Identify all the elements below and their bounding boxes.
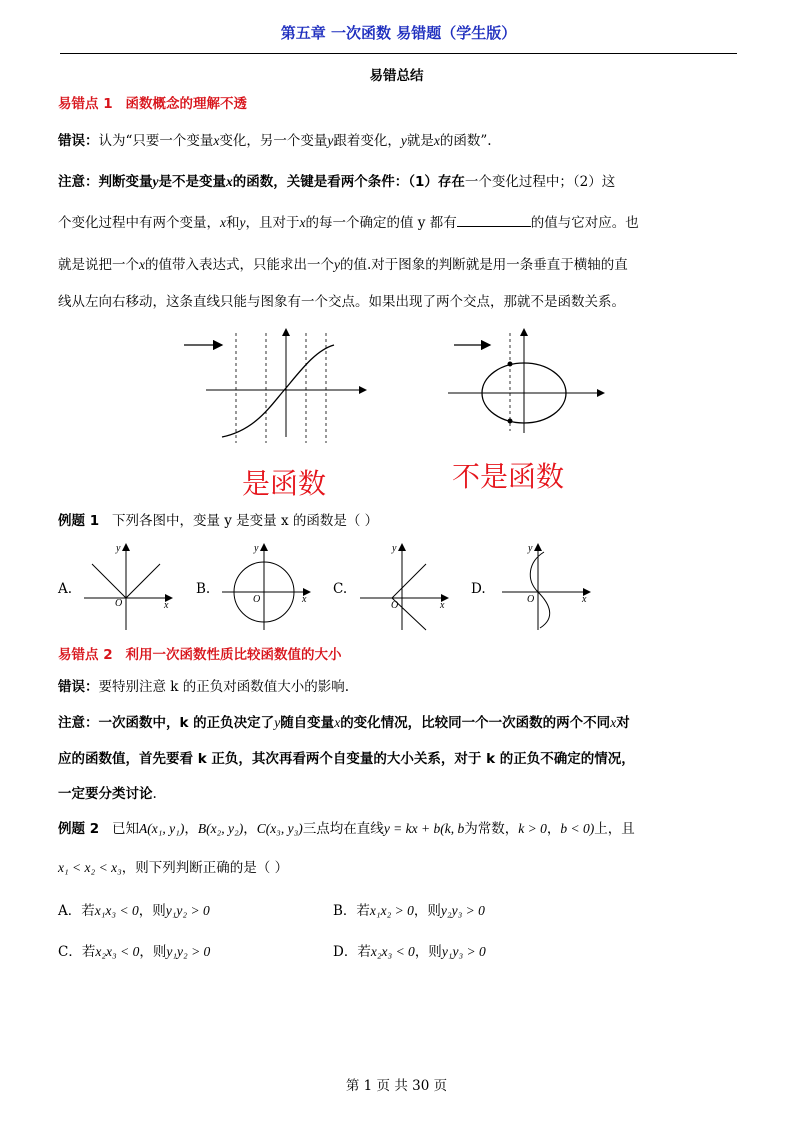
example1-question: 例题 1 下列各图中，变量 y 是变量 x 的函数是（ ） (58, 513, 379, 529)
point1-note-line2: 个变化过程中有两个变量，x和y，且对于x的每一个确定的值 y 都有 的值与它对应。也 (58, 215, 639, 231)
example2-option-b[interactable]: B．若x₁x₂ > 0，则y₂y₃ > 0 (333, 903, 485, 919)
svg-text:x: x (582, 594, 587, 605)
point2-error: 错误：要特别注意 k 的正负对函数值大小的影响. (58, 679, 350, 695)
svg-text:y: y (528, 543, 533, 554)
point1-note-line1: 注意：判断变量y是不是变量x的函数，关键是看两个条件：（1）存在一个变化过程中；（2）这 (58, 174, 616, 190)
function-curve (222, 345, 334, 437)
point1-error: 错误：认为“只要一个变量x变化，另一个变量y跟着变化，y就是x的函数”. (58, 133, 492, 149)
svg-text:x: x (440, 600, 445, 611)
option-c-label[interactable]: C. (333, 581, 348, 597)
example2-option-c[interactable]: C．若x₂x₃ < 0，则y₁y₂ > 0 (58, 944, 211, 960)
option-b-label[interactable]: B. (196, 581, 211, 597)
svg-text:x: x (302, 594, 307, 605)
page-header: 第五章 一次函数 易错题（学生版） (280, 24, 517, 42)
option-d-graph (498, 540, 593, 632)
svg-text:O: O (527, 594, 535, 605)
example2-option-d[interactable]: D．若x₂x₃ < 0，则y₁y₃ > 0 (333, 944, 486, 960)
non-function-graph-figure (446, 325, 606, 435)
option-a-label[interactable]: A. (58, 581, 73, 597)
header-divider (60, 53, 737, 54)
point2-note-line1: 注意：一次函数中，k 的正负决定了y随自变量x的变化情况，比较同一个一次函数的两个不同x对 (58, 715, 630, 731)
intersection-point (508, 362, 513, 367)
option-b-graph (218, 540, 313, 632)
page-footer: 第 1 页 共 30 页 (345, 1078, 448, 1094)
is-function-label: 是函数 (242, 467, 327, 500)
not-function-label: 不是函数 (452, 460, 565, 493)
intersection-point (508, 419, 513, 424)
svg-text:O: O (115, 598, 123, 609)
svg-text:x: x (164, 600, 169, 611)
svg-text:y: y (254, 543, 259, 554)
svg-text:y: y (392, 543, 397, 554)
example2-option-a[interactable]: A．若x₁x₃ < 0，则y₁y₂ > 0 (58, 903, 210, 919)
point1-heading: 易错点 1 函数概念的理解不透 (58, 96, 247, 112)
fill-blank[interactable] (457, 214, 531, 227)
section-title: 易错总结 (369, 68, 424, 84)
example2-question-line2: x₁ < x₂ < x₃，则下列判断正确的是（ ） (58, 860, 289, 876)
option-a-graph (80, 540, 175, 632)
function-graph-figure (176, 325, 376, 445)
point2-heading: 易错点 2 利用一次函数性质比较函数值的大小 (58, 647, 342, 663)
point1-note-line4: 线从左向右移动，这条直线只能与图象有一个交点。如果出现了两个交点，那就不是函数关系。 (58, 294, 625, 310)
example2-question-line1: 例题 2 已知A(x₁, y₁)，B(x₂, y₂)，C(x₃, y₃)三点均在直线y = kx + b(k, b为常数，k > 0，b < 0)上，且 (58, 821, 635, 837)
point1-note-line3: 就是说把一个x的值带入表达式，只能求出一个y的值.对于图象的判断就是用一条垂直于横轴的直 (58, 257, 628, 273)
option-c-graph (356, 540, 451, 632)
svg-text:y: y (116, 543, 121, 554)
svg-text:O: O (253, 594, 261, 605)
option-d-label[interactable]: D. (471, 581, 486, 597)
svg-text:O: O (391, 600, 399, 611)
point2-note-line3: 一定要分类讨论. (58, 786, 157, 802)
point2-note-line2: 应的函数值，首先要看 k 正负，其次再看两个自变量的大小关系，对于 k 的正负不确定的情况， (58, 751, 635, 767)
